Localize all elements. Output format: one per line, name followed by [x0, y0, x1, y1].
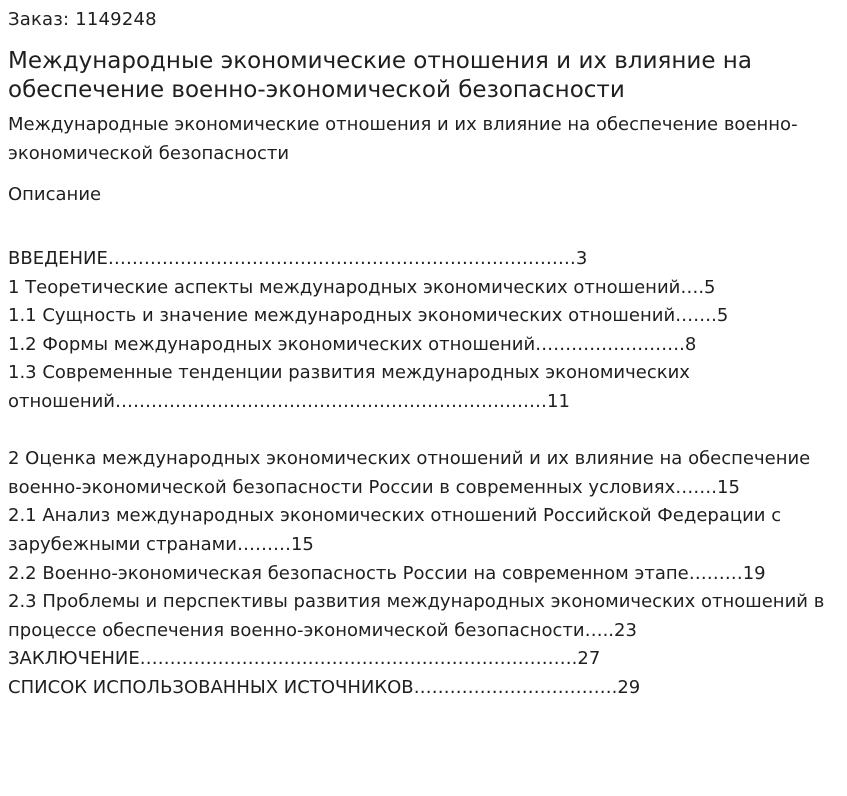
toc-entry-2-3: 2.3 Проблемы и перспективы развития международных экономических отношений в процессе обеспечения военно-экономической безопасности…..23	[8, 591, 825, 641]
toc-entry-conclusion: ЗАКЛЮЧЕНИЕ……………………………………………………………….27	[8, 648, 601, 670]
toc-entry-chapter-1: 1 Теоретические аспекты международных экономических отношений….5	[8, 276, 716, 298]
toc-entry-1-2: 1.2 Формы международных экономических отношений…………………….8	[8, 333, 697, 355]
toc-entry-1-3: 1.3 Современные тенденции развития международных экономических отношений………………………………………………………………11	[8, 362, 690, 412]
toc-spacer	[8, 417, 839, 446]
toc-entry-chapter-2: 2 Оценка международных экономических отношений и их влияние на обеспечение военно-экономической безопасности России в современных условиях…….15	[8, 448, 811, 498]
toc-entry-1-1: 1.1 Сущность и значение международных экономических отношений…….5	[8, 305, 729, 327]
page-subtitle: Международные экономические отношения и их влияние на обеспечение военно-экономической безопасности	[8, 114, 798, 164]
toc-entry-references: СПИСОК ИСПОЛЬЗОВАННЫХ ИСТОЧНИКОВ…………………………….29	[8, 676, 641, 698]
description-heading: Описание	[8, 184, 102, 205]
toc-entry-2-2: 2.2 Военно-экономическая безопасность России на современном этапе………19	[8, 562, 766, 584]
order-number: Заказ: 1149248	[8, 9, 157, 30]
toc-entry-introduction: ВВЕДЕНИЕ……………………………………………………………………3	[8, 248, 588, 269]
table-of-contents	[8, 245, 839, 703]
page-title: Международные экономические отношения и их влияние на обеспечение военно-экономической безопасности	[8, 48, 752, 103]
toc-entry-2-1: 2.1 Анализ международных экономических отношений Российской Федерации с зарубежными странами………15	[8, 505, 782, 555]
